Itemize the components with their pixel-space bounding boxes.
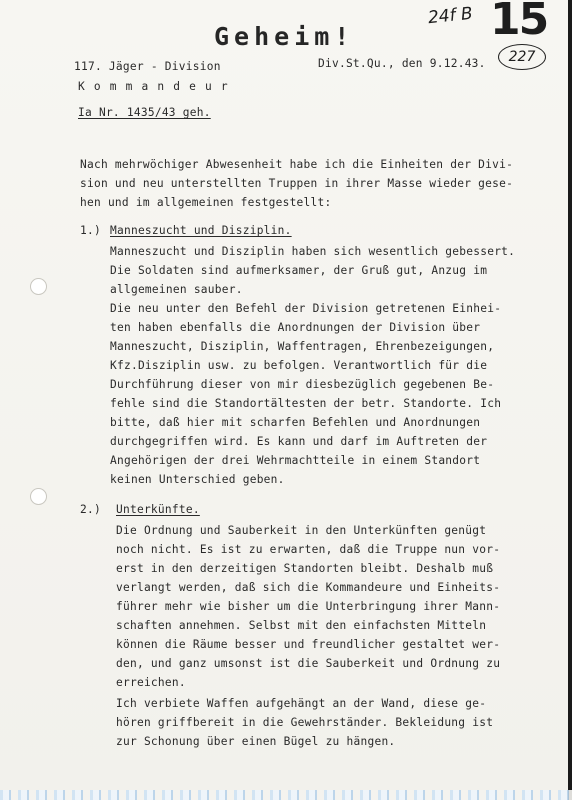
section-heading: Manneszucht und Disziplin. — [110, 224, 292, 237]
section-line: erst in den derzeitigen Standorten bleibt. Deshalb muß — [116, 562, 494, 575]
section-line: durchgegriffen wird. Es kann und darf im Auftreten der — [110, 435, 488, 448]
section-line: Manneszucht und Disziplin haben sich wesentlich gebessert. — [110, 245, 516, 258]
section-line: ten haben ebenfalls die Anordnungen der Division über — [110, 321, 481, 334]
handwritten-note: 24f B — [427, 3, 474, 29]
section-line: Die Soldaten sind aufmerksamer, der Gruß gut, Anzug im — [110, 264, 488, 277]
section-line: Manneszucht, Disziplin, Waffentragen, Ehrenbezeigungen, — [110, 340, 495, 353]
section-line: Durchführung dieser von mir diesbezüglich gegebenen Be- — [110, 378, 495, 391]
place-date: Div.St.Qu., den 9.12.43. — [318, 57, 486, 70]
section-heading: Unterkünfte. — [116, 503, 200, 516]
section-line: Die neu unter den Befehl der Division getretenen Einhei- — [110, 302, 502, 315]
section-line: erreichen. — [116, 676, 186, 689]
intro-line: sion und neu unterstellten Truppen in ihrer Masse wieder gese- — [80, 177, 514, 190]
sender-title: K o m m a n d e u r — [78, 80, 229, 93]
reference-number: Ia Nr. 1435/43 geh. — [78, 106, 211, 119]
section-line: keinen Unterschied geben. — [110, 473, 285, 486]
section-line: Ich verbiete Waffen aufgehängt an der Wand, diese ge- — [116, 697, 487, 710]
scan-edge — [568, 0, 572, 800]
circled-number: 227 — [508, 49, 536, 65]
section-line: den, und ganz umsonst ist die Sauberkeit und Ordnung zu — [116, 657, 501, 670]
scan-artifact-strip — [0, 790, 572, 800]
circled-number-stamp — [498, 44, 546, 70]
section-line: führer mehr wie bisher um die Unterbringung ihrer Mann- — [116, 600, 501, 613]
intro-line: hen und im allgemeinen festgestellt: — [80, 196, 332, 209]
intro-line: Nach mehrwöchiger Abwesenheit habe ich die Einheiten der Divi- — [80, 158, 514, 171]
section-line: Kfz.Disziplin usw. zu befolgen. Verantwortlich für die — [110, 359, 488, 372]
section-line: noch nicht. Es ist zu erwarten, daß die Truppe nun vor- — [116, 543, 501, 556]
punch-hole-bottom — [30, 488, 47, 505]
section-line: hören griffbereit in die Gewehrständer. Bekleidung ist — [116, 716, 494, 729]
section-line: können die Räume besser und freundlicher gestaltet wer- — [116, 638, 501, 651]
section-line: fehle sind die Standortältesten der betr. Standorte. Ich — [110, 397, 502, 410]
section-line: Die Ordnung und Sauberkeit in den Unterkünften genügt — [116, 524, 487, 537]
punch-hole-top — [30, 278, 47, 295]
section-line: Angehörigen der drei Wehrmachtteile in einem Standort — [110, 454, 481, 467]
section-number: 2.) — [80, 503, 101, 516]
page-number: 15 — [490, 0, 548, 45]
sender-unit: 117. Jäger - Division — [74, 60, 221, 73]
classification-stamp: Geheim! — [214, 22, 355, 51]
section-line: bitte, daß hier mit scharfen Befehlen und Anordnungen — [110, 416, 481, 429]
section-line: verlangt werden, daß sich die Kommandeure und Einheits- — [116, 581, 501, 594]
section-line: allgemeinen sauber. — [110, 283, 243, 296]
section-number: 1.) — [80, 224, 101, 237]
section-line: zur Schonung über einen Bügel zu hängen. — [116, 735, 396, 748]
section-line: schaften annehmen. Selbst mit den einfachsten Mitteln — [116, 619, 487, 632]
